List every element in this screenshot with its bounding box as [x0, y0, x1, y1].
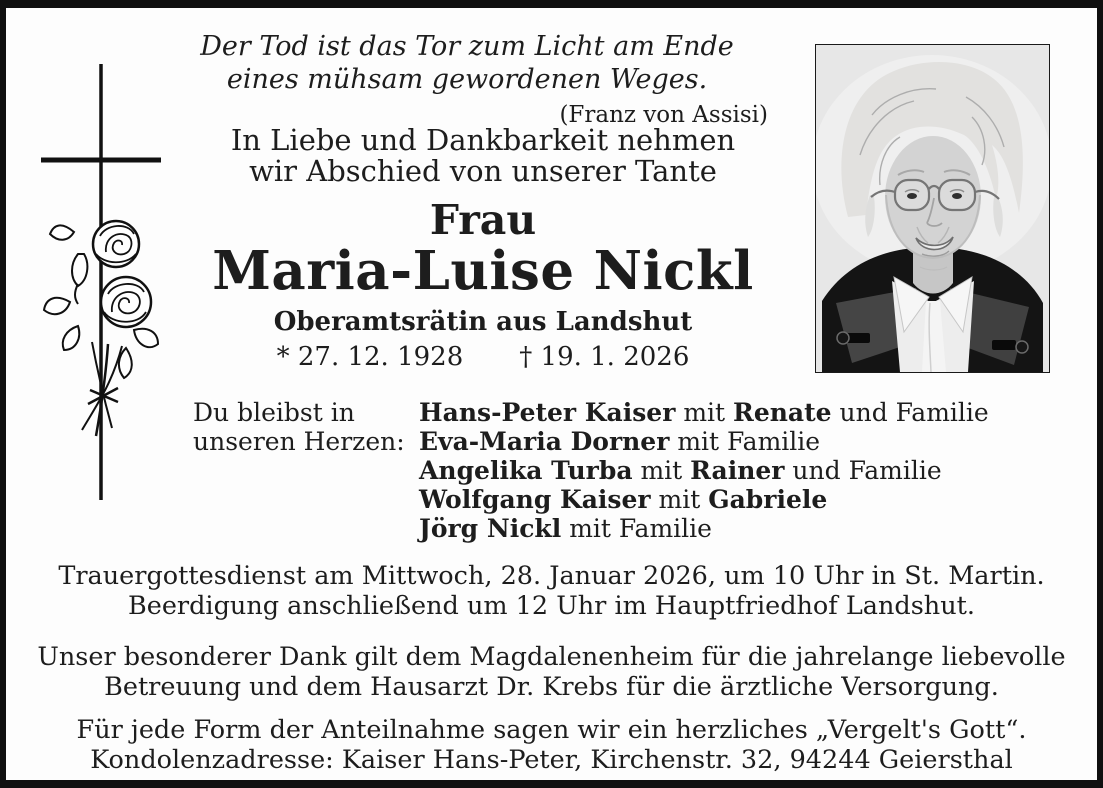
remembrance-label — [193, 398, 419, 543]
service-line-1: Trauergottesdienst am Mittwoch, 28. Januar 2026, um 10 Uhr in St. Martin. — [58, 561, 1045, 591]
quote-attribution: (Franz von Assisi) — [559, 102, 768, 128]
remembrance-line-2: unseren Herzen: — [193, 427, 405, 456]
condolence-info — [20, 715, 1083, 775]
details-section — [20, 561, 1083, 775]
death-date: † 19. 1. 2026 — [519, 342, 690, 372]
intro-line-2: wir Abschied von unserer Tante — [249, 154, 717, 188]
mourner-line: Wolfgang Kaiser mit Gabriele — [419, 485, 828, 514]
birth-date: * 27. 12. 1928 — [276, 342, 464, 372]
condolence-line-2: Kondolenzadresse: Kaiser Hans-Peter, Kirchenstr. 32, 94244 Geiersthal — [90, 745, 1013, 775]
portrait-photo — [815, 44, 1050, 373]
life-dates — [186, 342, 780, 372]
thanks-line-2: Betreuung und dem Hausarzt Dr. Krebs für die ärztliche Versorgung. — [104, 672, 999, 702]
salutation: Frau — [429, 196, 537, 244]
condolence-line-1: Für jede Form der Anteilnahme sagen wir ein herzliches „Vergelt's Gott“. — [76, 715, 1027, 745]
remembrance-line-1: Du bleibst in — [193, 398, 355, 427]
service-info — [20, 561, 1083, 621]
mourner-line: Angelika Turba mit Rainer und Familie — [419, 456, 942, 485]
quote-line-2: eines mühsam gewordenen Weges. — [226, 64, 708, 95]
opening-quote — [164, 30, 770, 132]
thanks-info — [20, 642, 1083, 702]
thanks-line-1: Unser besonderer Dank gilt dem Magdalenenheim für die jahrelange liebevolle — [37, 642, 1066, 672]
service-line-2: Beerdigung anschließend um 12 Uhr im Hauptfriedhof Landshut. — [127, 591, 976, 621]
quote-line-1: Der Tod ist das Tor zum Licht am Ende — [200, 31, 734, 62]
intro-line-1: In Liebe und Dankbarkeit nehmen — [230, 123, 736, 157]
mourners-section — [193, 398, 989, 543]
deceased-name: Maria-Luise Nickl — [212, 240, 754, 302]
announcement-column — [186, 125, 780, 372]
deceased-title: Oberamtsrätin aus Landshut — [273, 307, 693, 337]
mourner-line: Jörg Nickl mit Familie — [419, 514, 712, 543]
cross-and-roses-icon — [34, 54, 174, 506]
mourner-line: Hans-Peter Kaiser mit Renate und Familie — [419, 398, 989, 427]
mourner-line: Eva-Maria Dorner mit Familie — [419, 427, 821, 456]
mourners-list — [419, 398, 989, 543]
